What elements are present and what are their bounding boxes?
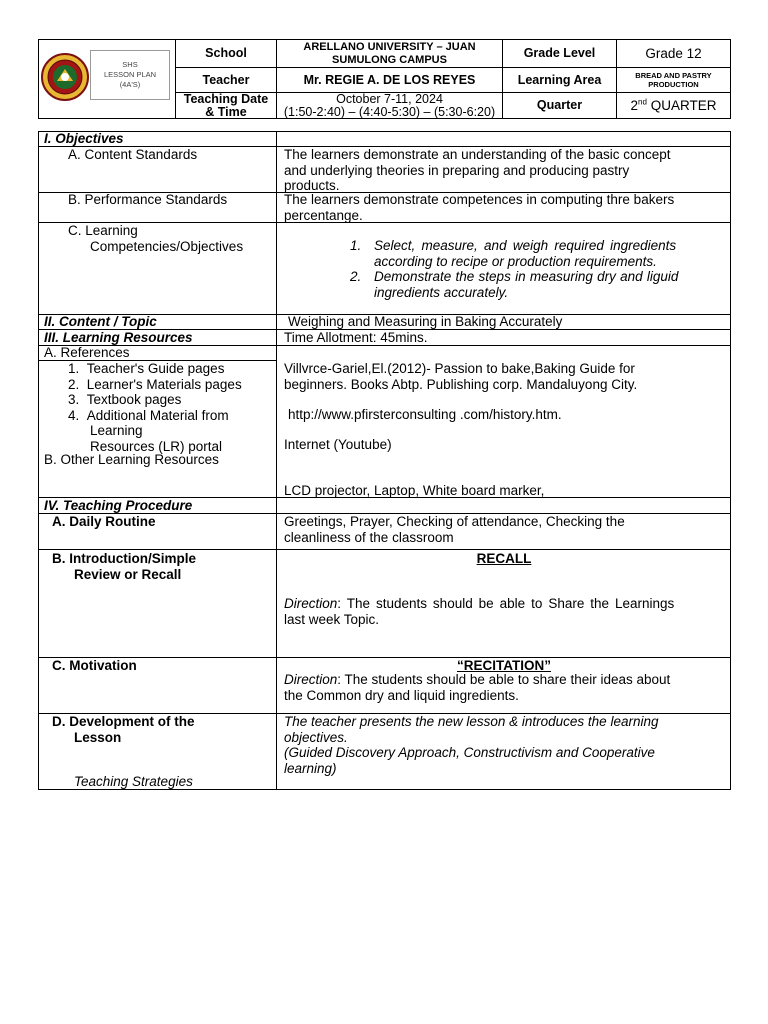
other-resources-label: B. Other Learning Resources	[44, 452, 219, 467]
motivation-label: C. Motivation	[52, 658, 137, 673]
teaching-time-value: (1:50-2:40) – (4:40-5:30) – (5:30-6:20)	[283, 104, 496, 119]
grade-level-label: Grade Level	[523, 46, 596, 61]
lesson-plan-line: SHS	[122, 60, 138, 69]
competencies-label: C. Learning Competencies/Objectives	[68, 223, 244, 254]
content-standards-label: A. Content Standards	[68, 147, 198, 162]
daily-routine-text: Greetings, Prayer, Checking of attendance, Checking the cleanliness of the classroom	[284, 514, 625, 545]
recall-title: RECALL	[476, 551, 532, 566]
competency-item-text: Select, measure, and weigh required ingredients according to recipe or production requirements.	[374, 238, 677, 269]
teaching-date-label: Teaching Date	[183, 91, 269, 106]
competency-item-text: Demonstrate the steps in measuring dry and liguid ingredients accurately.	[374, 269, 679, 300]
motivation-direction: Direction: The students should be able to share their ideas about the Common dry and liquid ingredients.	[284, 672, 671, 703]
reference-url: http://www.pfirsterconsulting .com/history.htm.	[288, 407, 562, 422]
quarter-label: Quarter	[536, 98, 583, 113]
school-value: SUMULONG CAMPUS	[332, 53, 447, 66]
school-value: ARELLANO UNIVERSITY – JUAN	[303, 40, 476, 53]
competency-item: 2.	[350, 269, 362, 284]
recitation-title: “RECITATION”	[457, 658, 551, 673]
content-topic-heading: II. Content / Topic	[44, 314, 157, 329]
lesson-plan-line: LESSON PLAN	[103, 70, 157, 79]
learning-resources-heading: III. Learning Resources	[44, 330, 193, 345]
teacher-value: Mr. REGIE A. DE LOS REYES	[303, 72, 476, 87]
equipment-list: LCD projector, Laptop, White board marker,	[284, 483, 545, 498]
introduction-label: B. Introduction/Simple Review or Recall	[52, 551, 196, 582]
grade-level-value: Grade 12	[645, 45, 702, 61]
development-text: The teacher presents the new lesson & introduces the learning objectives. (Guided Discovery Approach, Constructivism and Cooperative learning)	[284, 714, 659, 776]
school-label: School	[205, 46, 247, 61]
teaching-strategies-label: Teaching Strategies	[74, 774, 193, 789]
objectives-heading: I. Objectives	[44, 131, 124, 146]
performance-standards-label: B. Performance Standards	[68, 192, 228, 207]
learning-area-value: PRODUCTION	[648, 80, 699, 89]
quarter-value: 2nd QUARTER	[630, 97, 717, 113]
development-label: D. Development of the Lesson	[52, 714, 195, 745]
reference-citation: Villvrce-Gariel,El.(2012)- Passion to bake,Baking Guide for beginners. Books Abtp. Publishing corp. Mandaluyong City.	[284, 361, 638, 392]
references-label: A. References	[44, 345, 130, 360]
teacher-label: Teacher	[202, 72, 250, 87]
time-allotment: Time Allotment: 45mins.	[284, 330, 428, 345]
reference-item: 2. Learner's Materials pages	[68, 376, 242, 392]
internet-resource: Internet (Youtube)	[284, 437, 392, 452]
competency-item: 1.	[350, 238, 362, 253]
teaching-date-value: October 7-11, 2024	[336, 91, 443, 106]
lesson-plan-line: (4A'S)	[119, 80, 141, 89]
daily-routine-label: A. Daily Routine	[52, 514, 156, 529]
reference-item: 1. Teacher's Guide pages	[68, 361, 225, 376]
reference-item: 4. Additional Material from	[68, 407, 229, 423]
learning-area-value: BREAD AND PASTRY	[635, 71, 712, 80]
content-topic-value: Weighing and Measuring in Baking Accurately	[288, 314, 563, 329]
teaching-procedure-heading: IV. Teaching Procedure	[44, 498, 193, 513]
university-seal-logo	[41, 51, 89, 103]
lesson-plan-badge	[90, 50, 170, 100]
reference-list: 1. Teacher's Guide pages 2. Learner's Materials pages 3. Textbook pages 4. Additional Material from Learning Resources (LR) portal	[68, 361, 242, 454]
learning-area-label: Learning Area	[517, 72, 602, 87]
reference-item: 3. Textbook pages	[68, 392, 182, 407]
content-standards-text: The learners demonstrate an understanding of the basic concept and underlying theories in preparing and producing pastry products.	[284, 147, 671, 193]
recall-direction: Direction: The students should be able to Share the Learnings last week Topic.	[284, 596, 675, 627]
teaching-date-label: & Time	[205, 104, 247, 119]
performance-standards-text: The learners demonstrate competences in computing thre bakers percentange.	[284, 192, 675, 223]
